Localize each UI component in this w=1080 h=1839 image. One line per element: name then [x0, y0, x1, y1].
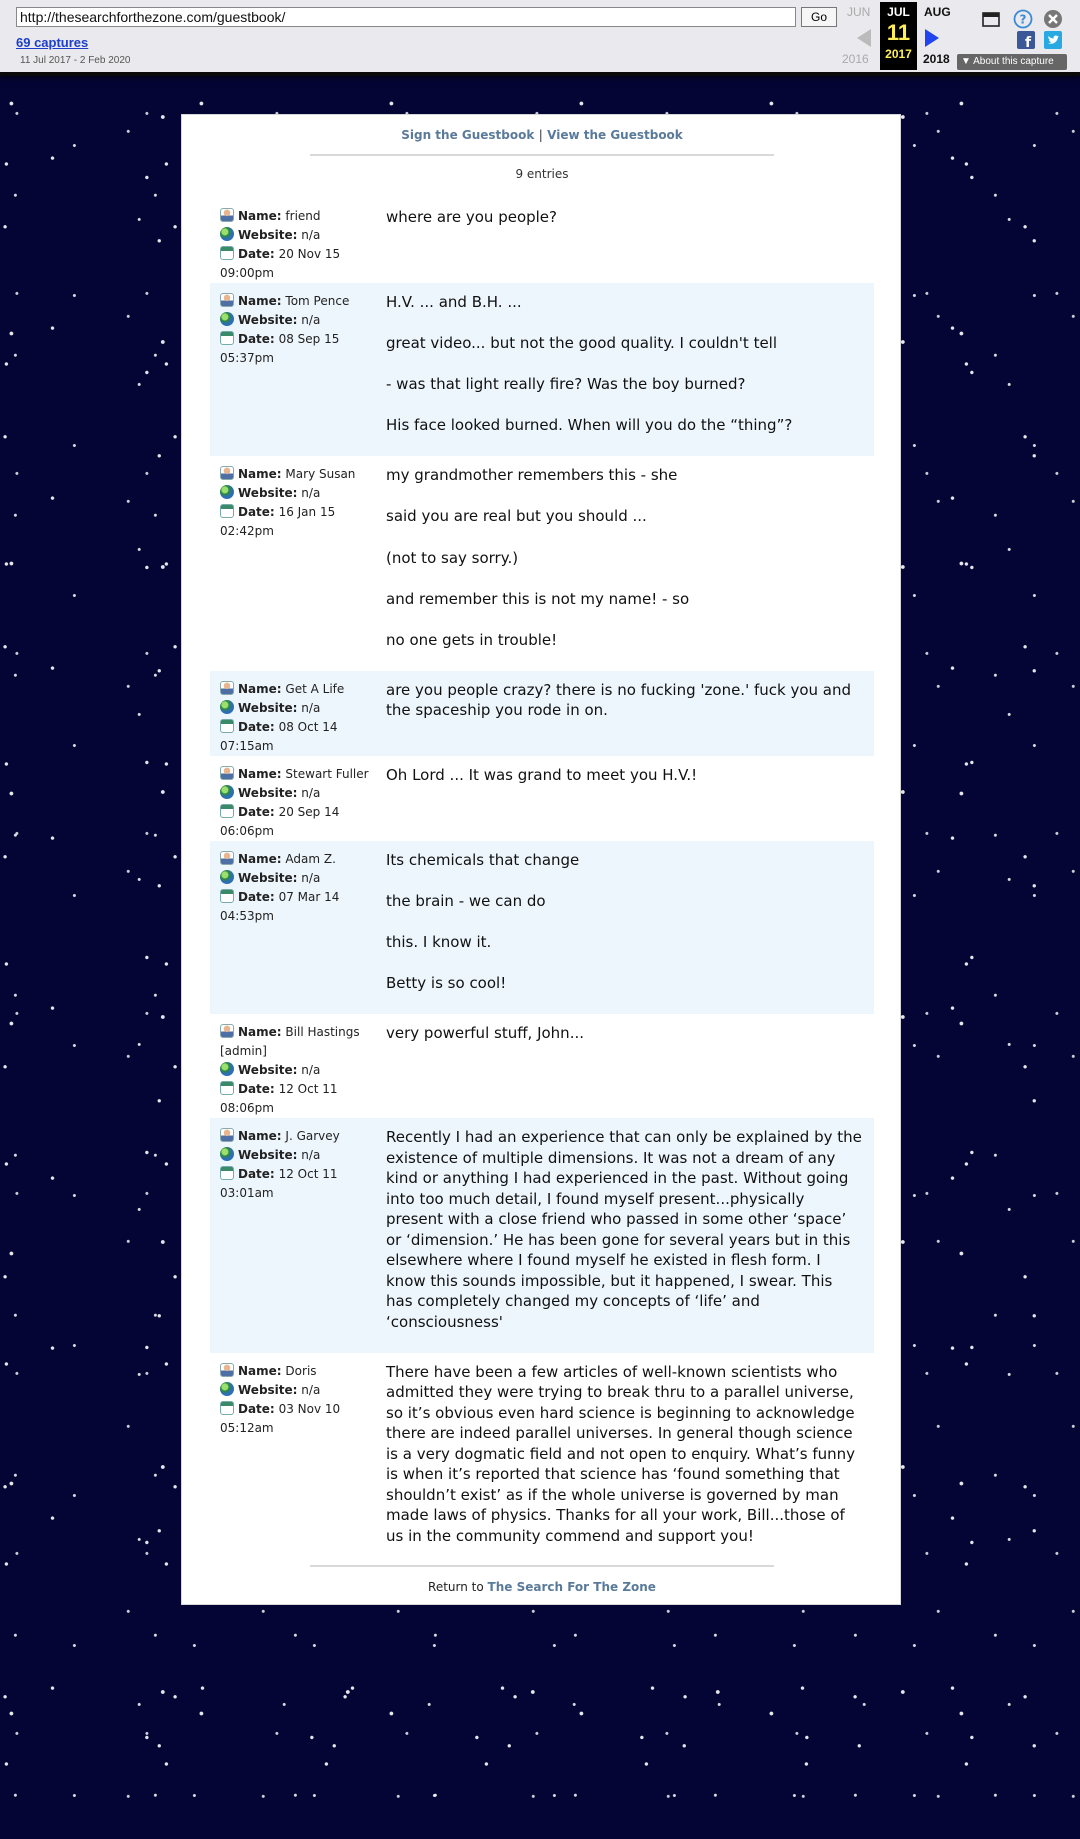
globe-icon	[220, 227, 234, 241]
website-label: Website:	[238, 1063, 298, 1078]
entry-time: 05:37pm	[220, 351, 274, 365]
website-label: Website:	[238, 1148, 298, 1163]
entry-message	[386, 850, 862, 1014]
entry-website: n/a	[301, 486, 321, 501]
entry-message	[386, 292, 862, 456]
guestbook-entry	[210, 283, 874, 456]
entry-website: n/a	[301, 313, 321, 327]
entry-meta	[220, 850, 386, 1014]
date-label: Date:	[238, 505, 275, 520]
entries-count: 9 entries	[515, 167, 569, 181]
entry-time: 07:15am	[220, 738, 274, 753]
entry-message	[386, 765, 862, 841]
return-prefix: Return to	[428, 1580, 484, 1594]
entry-name: Doris	[285, 1363, 317, 1378]
entry-name: J. Garvey	[285, 1129, 340, 1144]
current-capture-date	[880, 2, 917, 70]
date-label: Date:	[238, 1401, 275, 1416]
prev-year-link[interactable]: 2016	[842, 52, 869, 66]
entry-message	[386, 207, 862, 283]
calendar-icon	[220, 1081, 234, 1095]
calendar-icon	[220, 804, 234, 818]
entry-name: Stewart Fuller	[285, 766, 369, 781]
guestbook-entry	[210, 1353, 874, 1567]
next-month-link[interactable]: AUG	[924, 5, 951, 19]
calendar-icon	[220, 1166, 234, 1180]
next-year-link[interactable]: 2018	[923, 52, 950, 66]
user-icon	[220, 1128, 234, 1142]
calendar-icon[interactable]	[981, 9, 1001, 29]
entry-website: n/a	[301, 1063, 321, 1078]
entry-date: 12 Oct 11	[278, 1082, 338, 1097]
footer	[182, 1580, 902, 1594]
entry-meta	[220, 680, 386, 756]
entries-list	[210, 198, 874, 1567]
entry-website: n/a	[301, 228, 321, 242]
divider	[310, 154, 774, 156]
guestbook-nav	[182, 128, 902, 142]
current-day: 11	[886, 20, 911, 45]
capture-date-range: 11 Jul 2017 - 2 Feb 2020	[20, 55, 131, 66]
entry-name: Adam Z.	[285, 851, 336, 866]
entry-date: 16 Jan 15	[278, 505, 336, 520]
calendar-icon	[220, 246, 234, 260]
calendar-icon	[220, 889, 234, 903]
guestbook-entry	[210, 456, 874, 670]
user-icon	[220, 293, 234, 307]
twitter-icon[interactable]	[1044, 31, 1062, 49]
entry-date: 03 Nov 10	[278, 1401, 341, 1416]
guestbook-entry	[210, 756, 874, 841]
entry-message	[386, 680, 862, 756]
guestbook-panel	[181, 114, 901, 1605]
user-icon	[220, 851, 234, 865]
guestbook-entry	[210, 841, 874, 1014]
entry-time: 03:01am	[220, 1186, 274, 1201]
message-paragraph: Betty is so cool!	[386, 974, 507, 993]
message-paragraph: no one gets in trouble!	[386, 630, 558, 649]
current-year: 2017	[885, 47, 912, 61]
message-paragraph: said you are real but you should ...	[386, 507, 647, 526]
calendar-icon	[220, 504, 234, 518]
guestbook-entry	[210, 1118, 874, 1353]
entry-message	[386, 1127, 862, 1353]
message-paragraph: Oh Lord ... It was grand to meet you H.V.!	[386, 765, 698, 784]
prev-capture-arrow-icon[interactable]	[857, 29, 871, 47]
user-icon	[220, 466, 234, 480]
entry-name: Mary Susan	[285, 467, 356, 482]
globe-icon	[220, 1062, 234, 1076]
user-icon	[220, 766, 234, 780]
entry-meta	[220, 207, 386, 283]
entry-website: n/a	[301, 1148, 321, 1163]
globe-icon	[220, 870, 234, 884]
entry-name: Bill Hastings [admin]	[220, 1025, 360, 1059]
user-icon	[220, 208, 234, 222]
date-label: Date:	[238, 332, 275, 346]
url-input[interactable]: http://thesearchforthezone.com/guestbook/	[16, 7, 796, 27]
message-paragraph: and remember this is not my name! - so	[386, 589, 690, 608]
date-label: Date:	[238, 719, 275, 734]
entry-time: 05:12am	[220, 1420, 274, 1435]
globe-icon	[220, 485, 234, 499]
date-label: Date:	[238, 247, 275, 261]
entry-date: 12 Oct 11	[278, 1167, 338, 1182]
return-home-link[interactable]: The Search For The Zone	[487, 1580, 656, 1594]
globe-icon	[220, 785, 234, 799]
wayback-toolbar	[0, 0, 1080, 76]
entry-name: friend	[285, 209, 321, 223]
message-paragraph: my grandmother remembers this - she	[386, 466, 678, 485]
next-capture-arrow-icon[interactable]	[925, 29, 939, 47]
view-guestbook-link[interactable]: View the Guestbook	[547, 128, 683, 142]
date-label: Date:	[238, 1167, 275, 1182]
entry-meta	[220, 1023, 386, 1118]
nav-separator: |	[538, 128, 543, 142]
prev-month-link[interactable]: JUN	[847, 5, 871, 19]
entry-date: 20 Sep 14	[278, 804, 340, 819]
name-label: Name:	[238, 681, 282, 696]
message-paragraph: There have been a few articles of well-known scientists who admitted they were trying to break thru to a parallel universe, so it’s obvious even hard science is beginning to acknowledge there are indeed parallel universes. In general though science is a very dogmatic field and not open to enquiry. What’s funny is when it’s reported that science has ‘found something that shouldn’t exist’ as if the whole universe is governed by man made laws of physics. Thanks for all your work, Bill...those of us in the community commend and support you!	[386, 1362, 856, 1545]
globe-icon	[220, 1147, 234, 1161]
entry-meta	[220, 1362, 386, 1567]
name-label: Name:	[238, 1129, 282, 1144]
date-label: Date:	[238, 1082, 275, 1097]
calendar-icon	[220, 719, 234, 733]
user-icon	[220, 1363, 234, 1377]
entry-time: 06:06pm	[220, 823, 274, 838]
entry-website: n/a	[301, 1382, 321, 1397]
message-paragraph: are you people crazy? there is no fucking 'zone.' fuck you and the spaceship you rode in on.	[386, 680, 851, 720]
message-paragraph: very powerful stuff, John...	[386, 1024, 584, 1043]
user-icon	[220, 681, 234, 695]
website-label: Website:	[238, 486, 298, 501]
name-label: Name:	[238, 1025, 282, 1040]
guestbook-entry	[210, 1014, 874, 1118]
entry-meta	[220, 465, 386, 670]
calendar-icon	[220, 331, 234, 345]
entry-date: 20 Nov 15	[278, 247, 341, 261]
website-label: Website:	[238, 313, 298, 327]
globe-icon	[220, 1382, 234, 1396]
message-paragraph: the brain - we can do	[386, 891, 546, 910]
date-label: Date:	[238, 804, 275, 819]
entry-website: n/a	[301, 785, 321, 800]
entry-date: 08 Sep 15	[278, 332, 340, 346]
entry-date: 07 Mar 14	[278, 889, 340, 904]
captures-link[interactable]: 69 captures	[16, 35, 89, 50]
date-label: Date:	[238, 889, 275, 904]
entry-message	[386, 1362, 862, 1567]
guestbook-entry	[210, 671, 874, 756]
about-capture-button[interactable]: ▼ About this capture	[957, 54, 1067, 70]
entry-meta	[220, 292, 386, 456]
entry-message	[386, 465, 862, 670]
message-paragraph: His face looked burned. When will you do the “thing”?	[386, 416, 793, 435]
user-icon	[220, 1024, 234, 1038]
entry-date: 08 Oct 14	[278, 719, 338, 734]
entry-website: n/a	[301, 870, 321, 885]
website-label: Website:	[238, 1382, 298, 1397]
message-paragraph: great video... but not the good quality. I couldn't tell	[386, 334, 778, 353]
website-label: Website:	[238, 228, 298, 242]
go-button[interactable]: Go	[801, 7, 837, 27]
message-paragraph: (not to say sorry.)	[386, 548, 519, 567]
sign-guestbook-link[interactable]: Sign the Guestbook	[401, 128, 535, 142]
entry-time: 04:53pm	[220, 908, 274, 923]
calendar-icon	[220, 1401, 234, 1415]
name-label: Name:	[238, 766, 282, 781]
name-label: Name:	[238, 209, 282, 223]
name-label: Name:	[238, 1363, 282, 1378]
entry-meta	[220, 1127, 386, 1353]
svg-text:?: ?	[1019, 12, 1027, 27]
close-icon[interactable]	[1043, 9, 1063, 29]
divider	[310, 1565, 774, 1567]
message-paragraph: Its chemicals that change	[386, 850, 580, 869]
entry-meta	[220, 765, 386, 841]
guestbook-entry	[210, 198, 874, 283]
message-paragraph: H.V. ... and B.H. ...	[386, 293, 522, 311]
facebook-icon[interactable]	[1017, 31, 1035, 49]
svg-text:f: f	[1024, 35, 1032, 49]
website-label: Website:	[238, 785, 298, 800]
name-label: Name:	[238, 294, 282, 308]
entry-time: 08:06pm	[220, 1101, 274, 1116]
globe-icon	[220, 312, 234, 326]
entry-time: 09:00pm	[220, 266, 274, 280]
website-label: Website:	[238, 700, 298, 715]
message-paragraph: this. I know it.	[386, 933, 492, 952]
entry-website: n/a	[301, 700, 321, 715]
entry-message	[386, 1023, 862, 1118]
name-label: Name:	[238, 851, 282, 866]
website-label: Website:	[238, 870, 298, 885]
message-paragraph: - was that light really fire? Was the boy burned?	[386, 375, 746, 394]
message-paragraph: Recently I had an experience that can only be explained by the existence of multiple dimensions. It was not a dream of any kind or anything I had experienced in the past. Without going into too much detail, I found myself present...physically present with a close friend who passed in some other ‘space’ or ‘dimension.’ He has been gone for several years but in this elsewhere where I found myself he existed in flesh form. I know this sounds impossible, but it happened, I swear. This has completely changed my concepts of ‘life’ and ‘consciousness'	[386, 1128, 862, 1331]
entry-time: 02:42pm	[220, 524, 274, 539]
name-label: Name:	[238, 467, 282, 482]
message-paragraph: where are you people?	[386, 208, 557, 226]
current-month: JUL	[887, 5, 910, 19]
entry-name: Tom Pence	[285, 294, 350, 308]
help-icon[interactable]	[1013, 9, 1033, 29]
entry-name: Get A Life	[285, 681, 345, 696]
globe-icon	[220, 700, 234, 714]
